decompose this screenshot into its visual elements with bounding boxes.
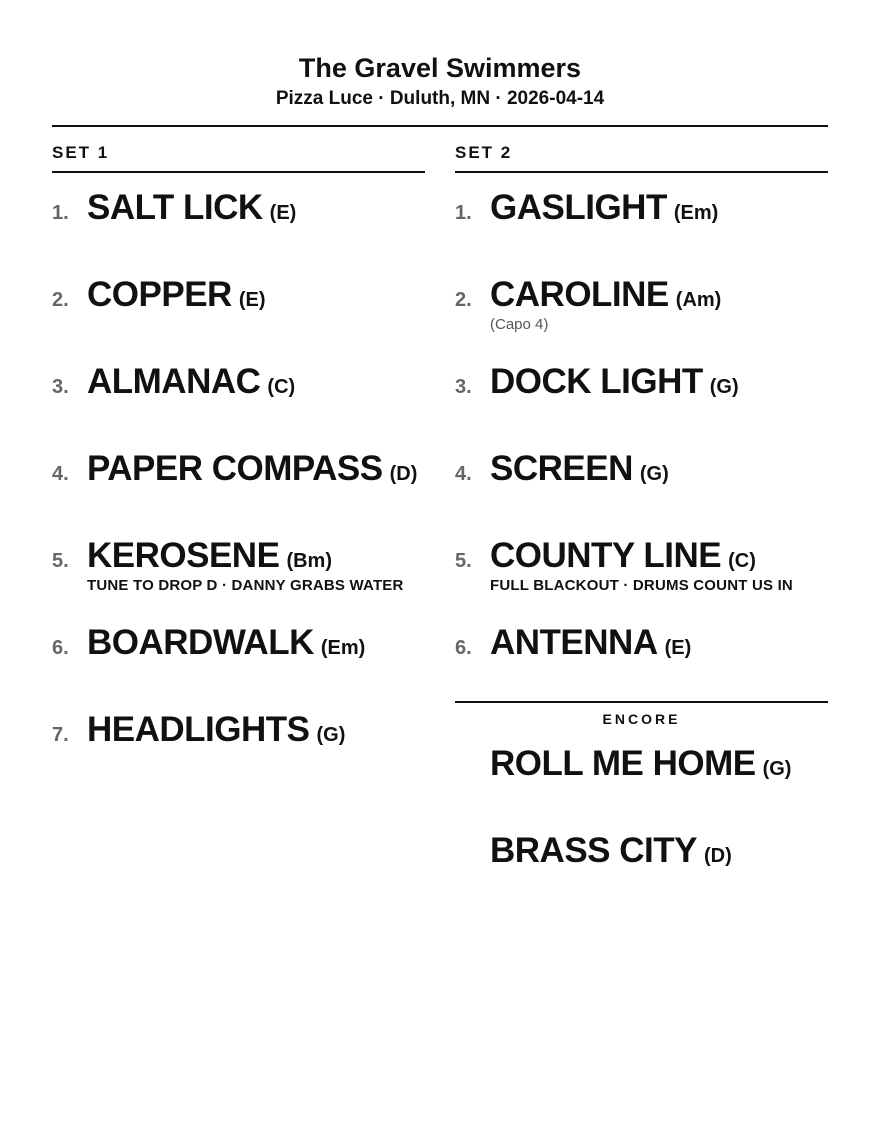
set-2-song-list <box>455 187 828 709</box>
song-number: 6. <box>455 637 472 659</box>
song-key: (G) <box>639 463 669 485</box>
song-number: 2. <box>455 289 472 311</box>
song-item <box>455 743 828 830</box>
song-key: (E) <box>269 202 297 224</box>
song-row <box>455 448 828 490</box>
song-row <box>52 361 425 403</box>
song-item <box>52 448 425 535</box>
song-title: COUNTY LINE <box>490 536 722 575</box>
song-title: SCREEN <box>490 449 633 488</box>
song-number: 5. <box>52 550 69 572</box>
song-item <box>52 709 425 796</box>
song-row <box>455 830 828 872</box>
set-2-heading: SET 2 <box>455 142 828 173</box>
song-row <box>52 622 425 664</box>
song-title: HEADLIGHTS <box>87 710 310 749</box>
song-item <box>52 187 425 274</box>
set-2-column <box>455 142 828 917</box>
song-key: (C) <box>267 376 296 398</box>
song-capo-note: (Capo 4) <box>490 316 549 333</box>
song-item <box>455 622 828 709</box>
set-1-column <box>52 142 425 917</box>
band-name: The Gravel Swimmers <box>298 53 582 83</box>
song-key: (C) <box>728 550 756 572</box>
song-title: COPPER <box>87 275 232 314</box>
header-divider <box>52 125 828 127</box>
encore-song-list <box>455 743 828 917</box>
song-row <box>455 743 828 785</box>
setlist-columns <box>52 142 828 917</box>
song-key: (E) <box>238 289 266 311</box>
setlist-header <box>0 0 880 112</box>
song-item <box>455 830 828 917</box>
set-1-heading: SET 1 <box>52 142 425 173</box>
song-row <box>52 709 425 751</box>
song-number: 7. <box>52 724 69 746</box>
show-details: Pizza Luce · Duluth, MN · 2026-04-14 <box>275 88 605 109</box>
song-cue-note: FULL BLACKOUT · DRUMS COUNT US IN <box>490 577 793 594</box>
song-key: (Em) <box>673 202 719 224</box>
song-row <box>455 361 828 403</box>
song-key: (D) <box>389 463 418 485</box>
song-title: BOARDWALK <box>87 623 314 662</box>
song-key: (E) <box>664 637 692 659</box>
song-title: SALT LICK <box>87 188 263 227</box>
song-row <box>455 535 828 577</box>
song-item <box>52 622 425 709</box>
song-number: 3. <box>52 376 69 398</box>
song-key: (Em) <box>320 637 366 659</box>
song-item <box>52 535 425 622</box>
song-title: ROLL ME HOME <box>490 744 756 783</box>
encore-section <box>455 701 828 917</box>
song-row <box>455 622 828 664</box>
song-row <box>455 274 828 316</box>
song-key: (G) <box>709 376 739 398</box>
song-row <box>455 187 828 229</box>
song-key: (D) <box>703 845 732 867</box>
song-number: 6. <box>52 637 69 659</box>
song-item <box>52 361 425 448</box>
song-key: (G) <box>762 758 792 780</box>
song-key: (Am) <box>675 289 722 311</box>
song-row <box>52 274 425 316</box>
song-number: 2. <box>52 289 69 311</box>
song-row <box>52 187 425 229</box>
song-item <box>455 187 828 274</box>
song-key: (Bm) <box>286 550 332 572</box>
song-title: CAROLINE <box>490 275 669 314</box>
song-number: 3. <box>455 376 472 398</box>
song-row <box>52 448 425 490</box>
set-1-song-list <box>52 187 425 796</box>
song-title: PAPER COMPASS <box>87 449 383 488</box>
song-title: ANTENNA <box>490 623 658 662</box>
song-item <box>455 274 828 361</box>
song-title: BRASS CITY <box>490 831 697 870</box>
song-item <box>52 274 425 361</box>
song-title: KEROSENE <box>87 536 280 575</box>
encore-heading: ENCORE <box>602 711 681 727</box>
song-cue-note: TUNE TO DROP D · DANNY GRABS WATER <box>87 577 404 594</box>
song-item <box>455 535 828 622</box>
song-title: GASLIGHT <box>490 188 667 227</box>
song-number: 1. <box>52 202 69 224</box>
song-number: 4. <box>52 463 69 485</box>
song-item <box>455 448 828 535</box>
song-item <box>455 361 828 448</box>
song-number: 4. <box>455 463 472 485</box>
song-title: DOCK LIGHT <box>490 362 703 401</box>
song-key: (G) <box>316 724 346 746</box>
song-title: ALMANAC <box>87 362 261 401</box>
song-number: 5. <box>455 550 472 572</box>
song-number: 1. <box>455 202 472 224</box>
song-row <box>52 535 425 577</box>
